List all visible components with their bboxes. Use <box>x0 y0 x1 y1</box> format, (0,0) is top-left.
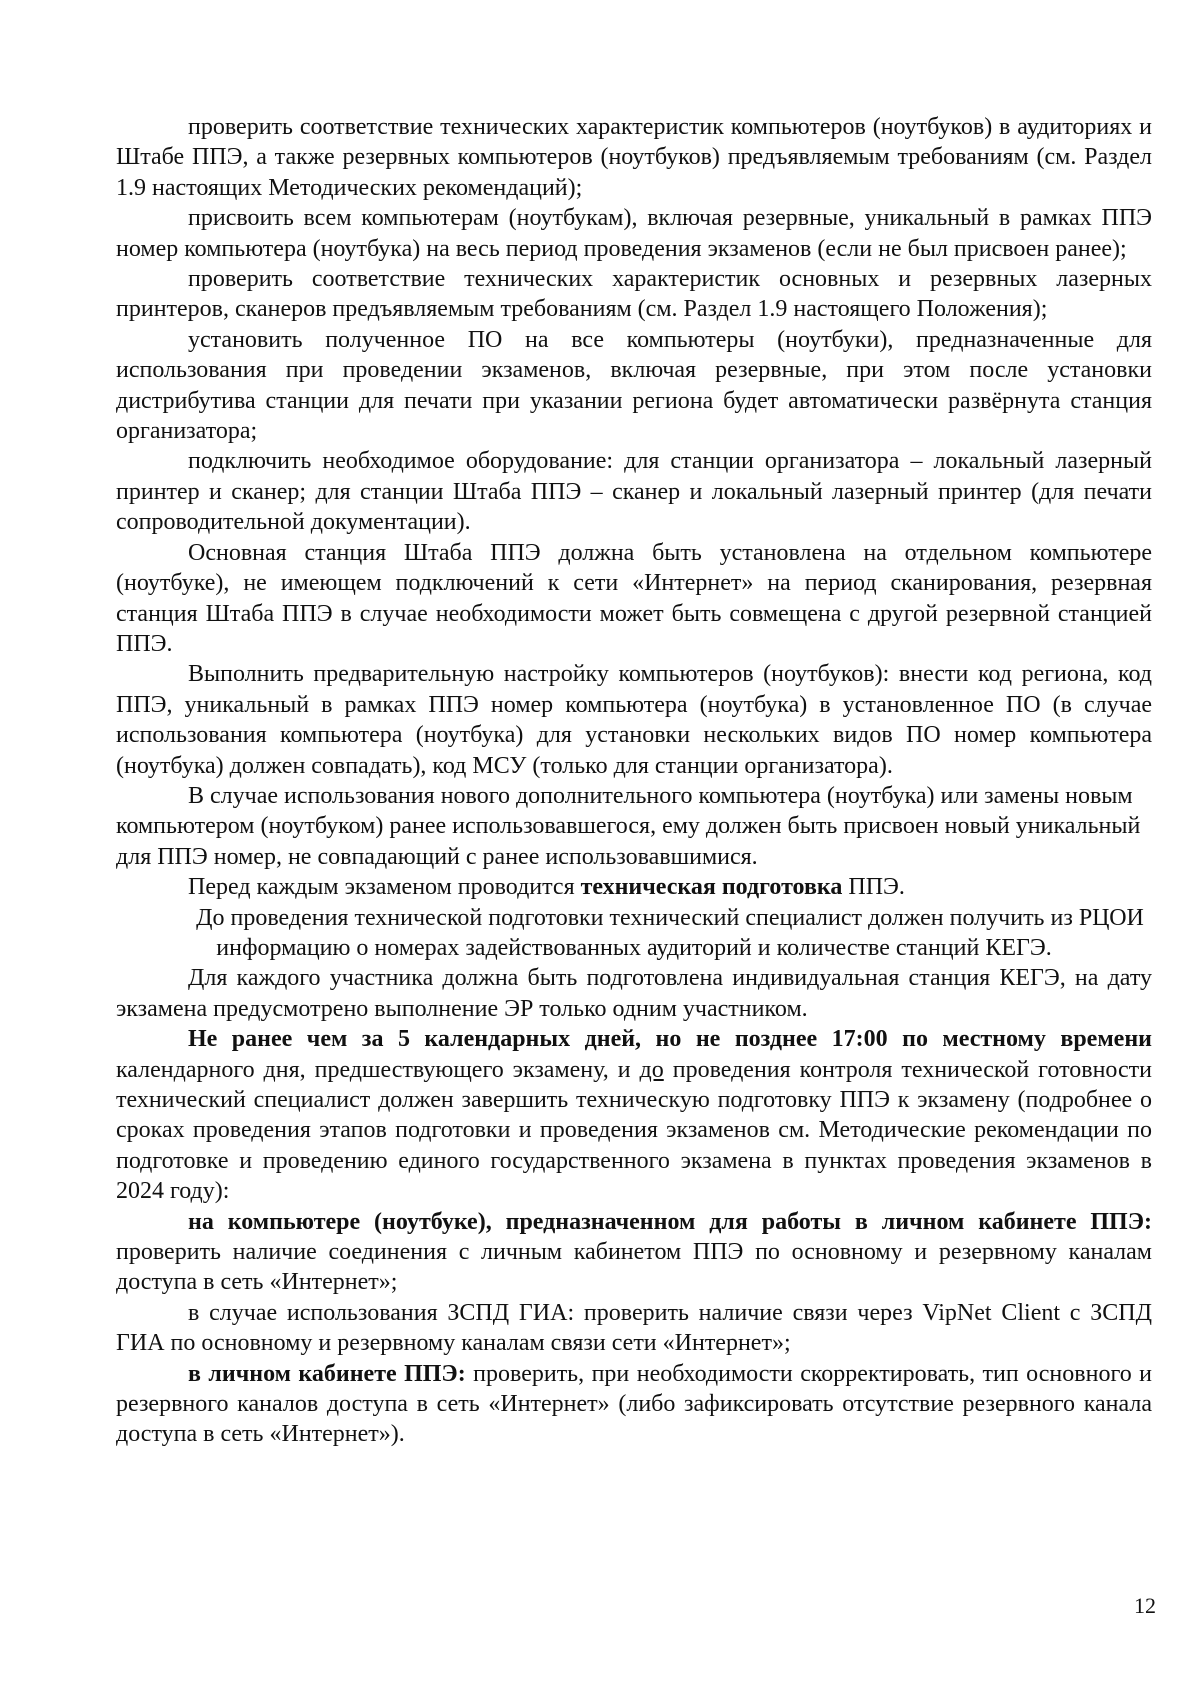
pcc-post: проверить наличие соединения с личным кабинетом ППЭ по основному и резервному каналам доступа в сеть «Интернет»; <box>116 1239 1152 1296</box>
paragraph-install-software: установить полученное ПО на все компьютеры (ноутбуки), предназначенные для использования при проведении экзаменов, включая резервные, при этом после установки дистрибутива станции для печати при указании региона будет автоматически развёрнута станция организатора; <box>116 326 1152 445</box>
paragraph-deadline <box>116 1024 1152 1206</box>
paragraph-connect-equipment: подключить необходимое оборудование: для станции организатора – локальный лазерный принтер и сканер; для станции Штаба ППЭ – сканер и локальный лазерный принтер (для печати сопроводительной документации). <box>116 448 1152 536</box>
paragraph-rcoi-info: До проведения технической подготовки технический специалист должен получить из РЦОИ информацию о номерах задействованных аудиторий и количестве станций КЕГЭ. <box>196 904 1144 961</box>
paragraph-check-printers: проверить соответствие технических характеристик основных и резервных лазерных принтеров, сканеров предъявляемым требованиям (см. Раздел 1.9 настоящего Положения); <box>116 266 1152 323</box>
tp-bold: техническая подготовка <box>580 874 843 901</box>
paragraph-assign-numbers: присвоить всем компьютерам (ноутбукам), включая резервные, уникальный в рамках ППЭ номер компьютера (ноутбука) на весь период проведения экзаменов (если не был присвоен ранее); <box>116 205 1152 262</box>
pcc-bold: на компьютере (ноутбуке), предназначенном для работы в личном кабинете ППЭ: <box>188 1208 1152 1235</box>
deadline-underline: до <box>639 1056 664 1083</box>
tp-pre: Перед каждым экзаменом проводится <box>188 874 581 901</box>
paragraph-zspd: в случае использования ЗСПД ГИА: проверить наличие связи через VipNet Client с ЗСПД ГИА по основному и резервному каналам связи сети «Интернет»; <box>116 1299 1152 1357</box>
tp-post: ППЭ. <box>842 874 905 901</box>
pc-bold: в личном кабинете ППЭ: <box>188 1360 466 1387</box>
deadline-post: проведения контроля технической готовности технический специалист должен завершить техническую подготовку ППЭ к экзамену (подробнее о сроках проведения этапов подготовки и проведения экзаменов см. Методические рекомендации по подготовке и проведению единого государственного экзамена в пунктах проведения экзаменов в 2024 году): <box>116 1056 1152 1205</box>
paragraph-individual-station: Для каждого участника должна быть подготовлена индивидуальная станция КЕГЭ, на дату экзамена предусмотрено выполнение ЭР только одним участником. <box>116 965 1152 1022</box>
paragraph-personal-cabinet <box>116 1359 1152 1450</box>
paragraph-check-computers: проверить соответствие технических характеристик компьютеров (ноутбуков) в аудиториях и Штабе ППЭ, а также резервных компьютеров (ноутбуков) предъявляемым требованиям (см. Раздел 1.9 настоящих Методических рекомендаций); <box>116 114 1152 201</box>
page-number: 12 <box>1134 1593 1156 1618</box>
paragraph-technical-preparation <box>116 872 1152 902</box>
paragraph-main-station: Основная станция Штаба ППЭ должна быть установлена на отдельном компьютере (ноутбуке), не имеющем подключений к сети «Интернет» на период сканирования, резервная станция Штаба ППЭ в случае необходимости может быть совмещена с другой резервной станцией ППЭ. <box>116 539 1152 657</box>
paragraph-preliminary-setup: Выполнить предварительную настройку компьютеров (ноутбуков): внести код региона, код ППЭ, уникальный в рамках ППЭ номер компьютера (ноутбука) в установленное ПО (в случае использования компьютера (ноутбука) для установки нескольких видов ПО номер компьютера (ноутбука) должен совпадать), код МСУ (только для станции организатора). <box>116 661 1152 779</box>
paragraph-new-computer: В случае использования нового дополнительного компьютера (ноутбука) или замены новым компьютером (ноутбуком) ранее использовавшегося, ему должен быть присвоен новый уникальный для ППЭ номер, не совпадающий с ранее использовавшимися. <box>116 782 1141 870</box>
document-page <box>116 112 1152 1450</box>
deadline-bold: Не ранее чем за 5 календарных дней, но не позднее 17:00 по местному времени <box>188 1026 1152 1053</box>
paragraph-personal-cabinet-computer <box>116 1207 1152 1298</box>
deadline-mid: календарного дня, предшествующего экзамену, и <box>116 1056 640 1083</box>
pc-post: проверить, при необходимости скорректировать, тип основного и резервного каналов доступа в сеть «Интернет» (либо зафиксировать отсутствие резервного канала доступа в сеть «Интернет»). <box>116 1360 1152 1448</box>
